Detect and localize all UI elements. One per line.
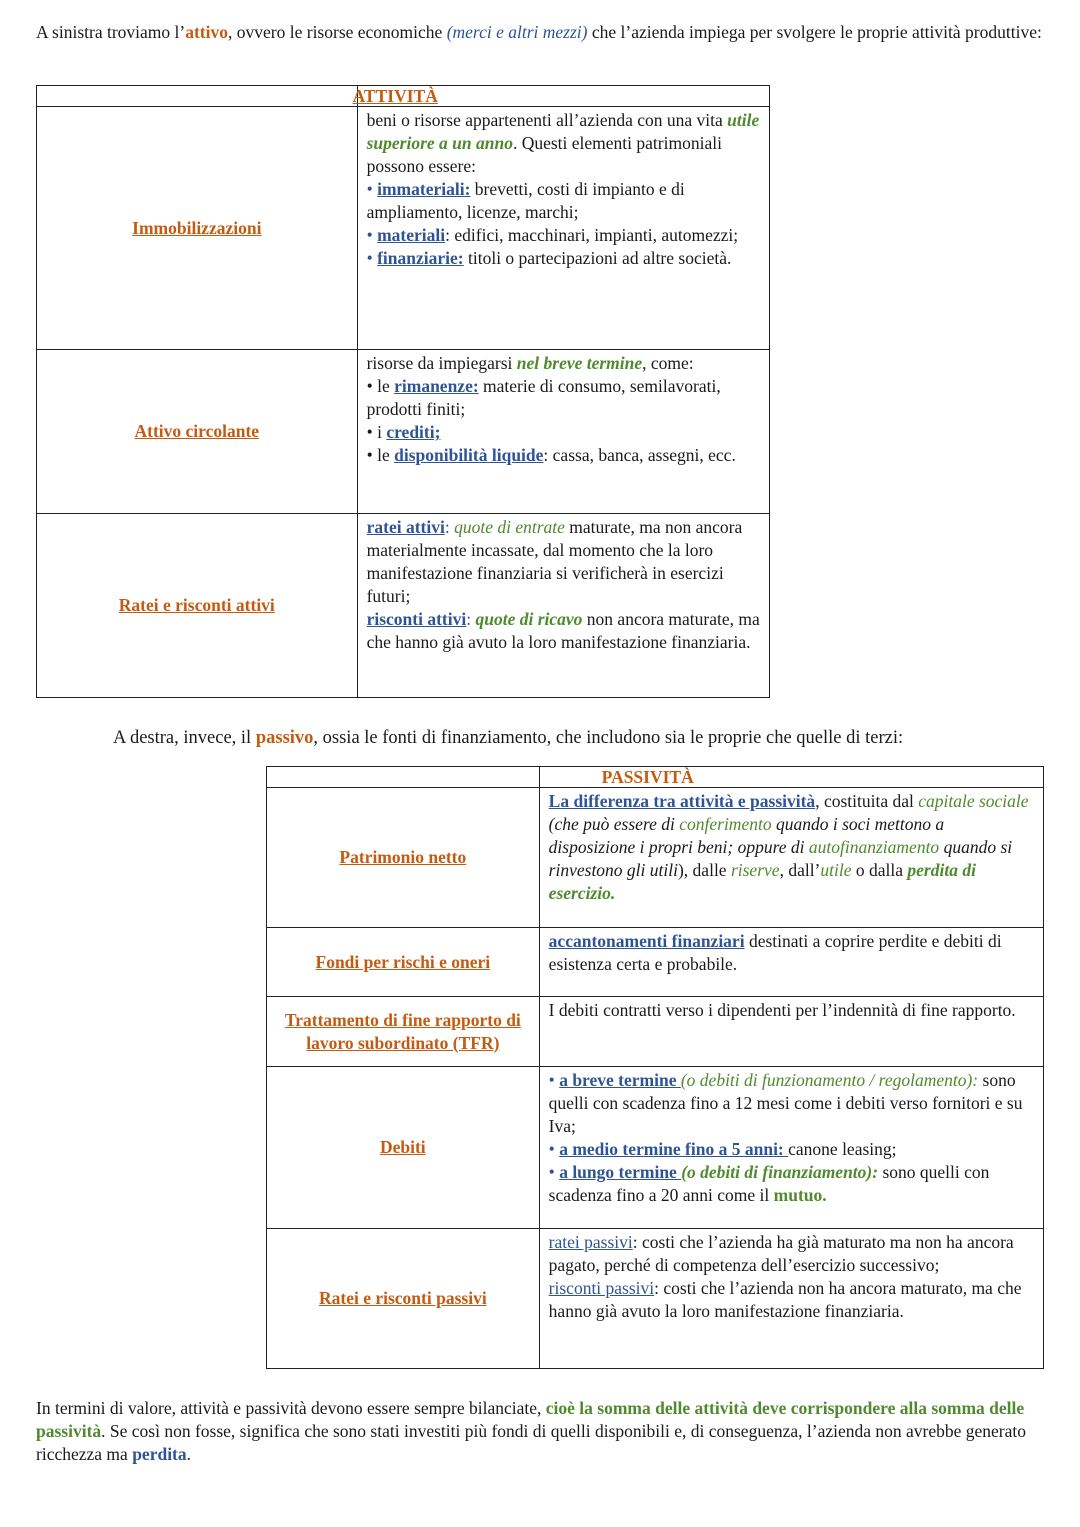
desc-text: destinati a coprire perdite e debiti di esistenza certa e probabile. [548, 931, 1002, 974]
passivita-table [266, 766, 1044, 1369]
desc-text: : costi che l’azienda ha già maturato ma non ha ancora pagato, perché di competenza dell’esercizio successivo; [548, 1232, 1014, 1275]
desc-highlight: nel breve termine [516, 353, 643, 373]
intro-text: A sinistra troviamo l’ [36, 22, 186, 42]
desc-text: quando si rinvestono gli utili [548, 837, 1013, 880]
outro-highlight: cioè la somma delle attività deve corrispondere alla somma delle passività [36, 1398, 1025, 1441]
materiali-term: materiali [377, 225, 446, 245]
desc-text: : edifici, macchinari, impianti, automezzi; [445, 225, 739, 245]
tfr-desc [539, 997, 1043, 1067]
debiti-label: Debiti [379, 1137, 426, 1157]
desc-text: . Questi elementi patrimoniali possono essere: [366, 133, 722, 176]
passivita-header-text: PASSIVITÀ [601, 767, 694, 787]
outro-text: . [186, 1444, 192, 1464]
perdita-term: perdita [132, 1444, 187, 1464]
ratei-attivi-label: Ratei e risconti attivi [118, 595, 275, 615]
colon: : [466, 609, 476, 629]
desc-text: quando i soci mettono a disposizione i propri beni; oppure di [548, 814, 945, 857]
desc-highlight: utile superiore a un anno [366, 110, 760, 153]
fondi-label: Fondi per rischi e oneri [315, 951, 491, 972]
desc-text: titoli o partecipazioni ad altre società. [463, 248, 732, 268]
outro-text: . Se così non fosse, significa che sono stati investiti più fondi di quelli disponibili e, di conseguenza, l’azienda non avrebbe generato ricchezza ma [36, 1421, 1026, 1464]
passivo-intro-paragraph [113, 727, 1063, 750]
medio-termine-term: a medio termine fino a 5 anni: [559, 1139, 789, 1159]
desc-highlight: quote di ricavo [475, 609, 583, 629]
bullet: • le [366, 376, 395, 396]
fondi-desc [539, 928, 1043, 997]
disponibilita-term: disponibilità liquide [394, 445, 544, 465]
fondi-label-cell [267, 928, 540, 997]
attivita-header-text: ATTIVITÀ [352, 86, 438, 106]
desc-text: canone leasing; [788, 1139, 897, 1159]
attivita-header [352, 86, 769, 107]
passivita-header [539, 767, 1043, 788]
desc-text: sono quelli con scadenza fino a 20 anni come il [548, 1162, 990, 1205]
attivo-circolante-label: Attivo circolante [134, 421, 260, 441]
debiti-label-cell [267, 1067, 540, 1229]
attivo-term: attivo [185, 22, 229, 42]
desc-highlight: capitale sociale [918, 791, 1029, 811]
tfr-label-cell [267, 997, 540, 1067]
bullet: • i [366, 422, 387, 442]
intro-text: A destra, invece, il [113, 728, 256, 748]
ratei-passivi-label-cell [267, 1229, 540, 1369]
immateriali-term: immateriali: [377, 179, 471, 199]
desc-text: beni o risorse appartenenti all’azienda con una vita [366, 110, 728, 130]
ratei-passivi-term: ratei passivi [548, 1232, 633, 1252]
risconti-attivi-term: risconti attivi [366, 609, 467, 629]
desc-text: : cassa, banca, assegni, ecc. [543, 445, 736, 465]
mutuo-term: mutuo. [773, 1185, 827, 1205]
desc-text: maturate, ma non ancora materialmente incassate, dal momento che la loro manifestazione finanziaria si verificherà in esercizi futuri; [366, 517, 743, 606]
ratei-passivi-label: Ratei e risconti passivi [318, 1288, 487, 1308]
desc-highlight: utile [820, 860, 852, 880]
debiti-desc: • a breve termine (o debiti di funzionamento / regolamento): sono quelli con scadenza fino a 12 mesi come i debiti verso fornitori e su Iva; • a medio termine fino a 5 anni: canone leasing; • a lungo termine (o debiti di finanziamento): sono quelli con scadenza fino a 20 anni come il mutuo. [539, 1067, 1043, 1229]
ratei-attivi-term: ratei attivi [366, 517, 445, 537]
desc-highlight: (o debiti di funzionamento / regolamento): [680, 1070, 979, 1090]
desc-text: sono quelli con scadenza fino a 12 mesi come i debiti verso fornitori e su Iva; [548, 1070, 1023, 1136]
desc-highlight: quote di entrate [454, 517, 565, 537]
breve-termine-term: a breve termine [559, 1070, 681, 1090]
desc-highlight: autofinanziamento [808, 837, 940, 857]
accantonamenti-term: accantonamenti finanziari [548, 931, 745, 951]
intro-note: (merci e altri mezzi) [446, 22, 588, 42]
patrimonio-netto-desc [539, 788, 1043, 928]
desc-highlight: perdita di esercizio. [548, 860, 976, 903]
bullet: • le [366, 445, 395, 465]
desc-text: risorse da impiegarsi [366, 353, 517, 373]
outro-paragraph [36, 1397, 1046, 1466]
desc-text: , come: [642, 353, 694, 373]
passivo-term: passivo [255, 728, 314, 748]
intro-text: , ovvero le risorse economiche [228, 22, 447, 42]
desc-text: , dall’ [779, 860, 821, 880]
ratei-attivi-desc [357, 514, 769, 698]
desc-highlight: (o debiti di finanziamento): [681, 1162, 879, 1182]
desc-highlight: riserve [730, 860, 780, 880]
desc-text: brevetti, costi di impianto e di ampliamento, licenze, marchi; [366, 179, 685, 222]
intro-text: che l’azienda impiega per svolgere le proprie attività produttive: [587, 22, 1042, 42]
immobilizzazioni-label: Immobilizzazioni [132, 217, 262, 238]
ratei-attivi-label-cell [37, 514, 358, 698]
crediti-term: crediti; [386, 422, 441, 442]
patrimonio-netto-label-cell [267, 788, 540, 928]
attivo-circolante-desc [357, 350, 769, 514]
patrimonio-netto-label: Patrimonio netto [339, 847, 467, 867]
intro-text: , ossia le fonti di finanziamento, che includono sia le proprie che quelle di terzi: [313, 728, 904, 748]
colon: : [444, 517, 455, 537]
desc-text: materie di consumo, semilavorati, prodotti finiti; [366, 376, 721, 419]
rimanenze-term: rimanenze: [394, 376, 479, 396]
immobilizzazioni-label-cell [37, 107, 358, 350]
desc-highlight: conferimento [679, 814, 772, 834]
intro-paragraph [36, 21, 1046, 44]
desc-text: I debiti contratti verso i dipendenti per l’indennità di fine rapporto. [548, 1000, 1016, 1020]
immobilizzazioni-desc: beni o risorse appartenenti all’azienda con una vita utile superiore a un anno. Questi elementi patrimoniali possono essere: • immateriali: brevetti, costi di impianto e di ampliamento, licenze, marchi; • materiali: edifici, macchinari, impianti, automezzi; • finanziarie: titoli o partecipazioni ad altre società. [357, 107, 769, 350]
desc-text: : costi che l’azienda non ha ancora maturato, ma che hanno già avuto la loro manifestazione finanziaria. [548, 1278, 1022, 1321]
attivo-circolante-label-cell [37, 350, 358, 514]
attivita-table [36, 85, 770, 698]
differenza-term: La differenza tra attività e passività [548, 791, 816, 811]
desc-text: ), dalle [677, 860, 731, 880]
lungo-termine-term: a lungo termine [559, 1162, 682, 1182]
ratei-passivi-desc [539, 1229, 1043, 1369]
outro-text: In termini di valore, attività e passività devono essere sempre bilanciate, [36, 1398, 546, 1418]
risconti-passivi-term: risconti passivi [548, 1278, 655, 1298]
desc-text: , costituita dal [815, 791, 919, 811]
desc-text: non ancora maturate, ma che hanno già avuto la loro manifestazione finanziaria. [366, 609, 760, 652]
desc-text: (che può essere di [548, 814, 680, 834]
desc-text: o dalla [851, 860, 908, 880]
finanziarie-term: finanziarie: [377, 248, 464, 268]
tfr-label: Trattamento di fine rapporto di lavoro subordinato (TFR) [284, 1009, 521, 1053]
